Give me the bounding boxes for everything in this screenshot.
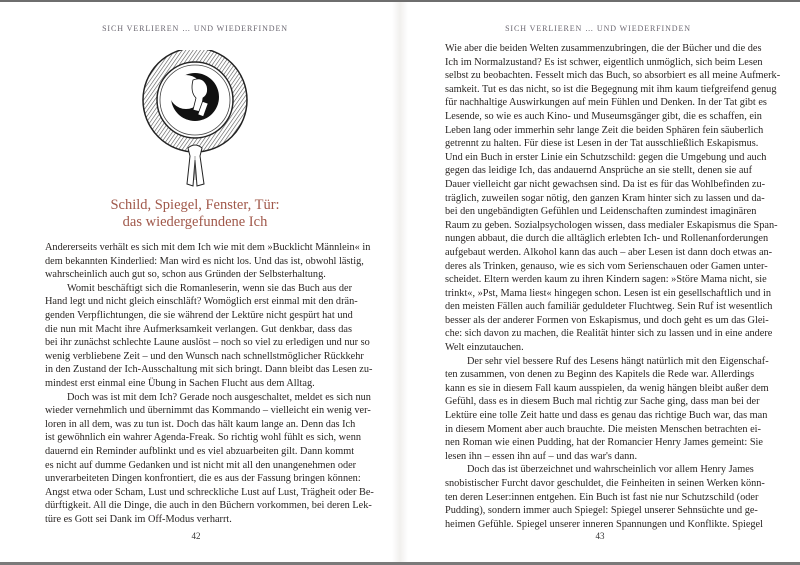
book-gutter xyxy=(392,2,408,562)
right-page-number: 43 xyxy=(595,531,605,541)
left-running-head: SICH VERLIEREN … UND WIEDERFINDEN xyxy=(102,24,288,33)
text-line: bei ihr zunächst schlechte Laune auslöst – noch so viel zu erledigen und nur so xyxy=(45,337,370,349)
text-line: ten zusammen, von denen zu Beginn des Kapitels die Rede war. Allerdings xyxy=(445,369,755,381)
text-line: die nun mit Macht ihre Aufmerksamkeit verlangen. Gut denkbar, dass das xyxy=(45,323,352,335)
text-line: Und ein Buch in erster Linie ein Schutzschild: gegen die Umgebung und auch xyxy=(445,151,767,163)
text-line: es nicht auf dumme Gedanken und ist nicht mit all den unangenehmen oder xyxy=(45,459,357,471)
text-line: Der sehr viel bessere Ruf des Lesens hängt natürlich mit den Eigenschaf- xyxy=(467,355,769,367)
text-line: gegen das leidige Ich, das andauernd Ansprüche an sie stellt, denen sie auf xyxy=(445,165,752,177)
right-running-head: SICH VERLIEREN … UND WIEDERFINDEN xyxy=(505,24,691,33)
text-line: wahrscheinlich auch gut so, schon aus Gründen der Selbsterhaltung. xyxy=(45,269,326,281)
text-line: Leben lang oder immerhin sehr lange Zeit die beiden Sphären fein säuberlich xyxy=(445,124,764,136)
text-line: unverarbeiteten Dingen konfrontiert, die es aus der Fassung bringen können: xyxy=(45,473,361,485)
text-line: che: sich davon zu machen, die Realität hinter sich zu lassen und in eine andere xyxy=(445,328,773,340)
text-line: wenig verbliebene Zeit – und den Wunsch nach schnellstmöglicher Rückkehr xyxy=(45,350,364,362)
paragraph xyxy=(45,391,374,527)
text-line: in den Zustand der Ich-Ausschaltung mit sich bringt. Dann bleibt das Lesen zu- xyxy=(45,364,373,376)
text-line: dürftigkeit. All die Dinge, die auch in den Büchern vorkommen, bei deren Lek- xyxy=(45,500,372,512)
paragraph xyxy=(445,463,765,531)
paragraph xyxy=(45,282,373,391)
text-line: Doch das ist überzeichnet und wahrscheinlich vor allem Henry James xyxy=(467,464,754,476)
text-line: Andererseits verhält es sich mit dem Ich wie mit dem »Bucklicht Männlein« in xyxy=(45,242,371,253)
text-line: getrennt zu halten. Für diese ist Lesen in der Tat ausschließlich Eskapismus. xyxy=(445,138,759,150)
text-line: heimen Gefühle. Spiegel unserer inneren Spannungen und Konflikte. Spiegel xyxy=(445,518,763,530)
text-line: Lesende, so wie es auch Kino- und Museumsgänger gibt, die es schaffen, ein xyxy=(445,110,762,122)
text-line: bei den ungebändigten Gefühlen und Leidenschaften zumindest imaginären xyxy=(445,206,757,218)
wreath-emblem-illustration xyxy=(138,50,253,190)
paragraph xyxy=(45,241,371,282)
text-line: den meisten Fällen auch familiär geduldeter Fluchtweg. Sein Ruf ist wesentlich xyxy=(445,301,773,313)
text-line: deres als Trinken, genauso, wie es sich vom Serienschauen oder Gamen unter- xyxy=(445,260,768,272)
chapter-title-line-1: Schild, Spiegel, Fenster, Tür: xyxy=(110,197,280,213)
text-line: trinkt«, »Pst, Mama liest« hingegen schon. Lesen ist ein gesellschaftlich und in xyxy=(445,287,772,299)
text-line: Hand legt und nicht gleich einschläft? Womöglich erst einmal mit den drän- xyxy=(45,296,358,308)
text-line: dauernd ein Reminder aufblinkt und es viel abzuarbeiten gilt. Dann kommt xyxy=(45,445,355,457)
right-page-body-text xyxy=(445,42,781,531)
chapter-title xyxy=(95,197,295,231)
text-line: besser als der anderer Formen von Eskapismus, und doch geht es um das Glei- xyxy=(445,314,769,326)
text-line: Dauer vielleicht gar nicht gewachsen sind. Da ist es für das Wohlbefinden zu- xyxy=(445,178,766,190)
paragraph xyxy=(445,355,769,464)
text-line: scheidet. Eltern werden kaum zu ihren Kindern sagen: »Störe Mama nicht, sie xyxy=(445,274,767,286)
text-line: ist gewöhnlich ein wahrer Agenda-Freak. So richtig wohl fühlt es sich, wenn xyxy=(45,432,361,444)
left-page-body-text xyxy=(45,241,374,526)
text-line: Lektüre eine tolle Zeit hatte und dass es genau das richtige Buch war, das man xyxy=(445,410,768,422)
text-line: loren in all dem, was zu tun ist. Doch das hält kaum lange an. Denn das Ich xyxy=(45,418,356,430)
text-line: Pudding), sondern immer auch Spiegel: Spiegel unserer Sehnsüchte und ge- xyxy=(445,505,758,517)
text-line: wieder vernehmlich und übernimmt das Kommando – vielleicht ein wenig ver- xyxy=(45,405,371,417)
text-line: lesen ihn – essen ihn auf – und das war's dann. xyxy=(445,450,638,462)
text-line: snobistischer Furcht davor geschuldet, die Feinheiten in seinen Werken könn- xyxy=(445,478,765,489)
left-page-number: 42 xyxy=(191,531,201,541)
text-line: dem bekannten Kinderlied: Man wird es nicht los. Und das ist, obwohl lästig, xyxy=(45,255,364,267)
text-line: selbst zu beobachten. Fesselt mich das Buch, so absorbiert es all meine Aufmerk- xyxy=(445,70,781,82)
paragraph xyxy=(445,42,781,355)
text-line: Angst etwa oder Scham, Lust und schreckliche Lust auf Lust, Trägheit oder Be- xyxy=(45,486,374,498)
text-line: genden Verpflichtungen, die sie während der Lektüre nicht gespürt hat und xyxy=(45,309,353,321)
text-line: Womit beschäftigt sich die Romanleserin, wenn sie das Buch aus der xyxy=(67,282,352,294)
text-line: Ich im Normalzustand? Es ist schwer, eigentlich unmöglich, sich beim Lesen xyxy=(445,56,763,68)
text-line: Gefühl, dass es in diesem Buch mal richtig zur Sache ging, dass man bei der xyxy=(445,396,760,408)
text-line: türe es Gott sei Dank im Off-Modus verharrt. xyxy=(45,513,232,525)
text-line: samkeit. Tut es das nicht, so ist die Begegnung mit ihm kaum tiefgreifend genug xyxy=(445,83,777,95)
text-line: Wie aber die beiden Welten zusammenzubringen, die der Bücher und die des xyxy=(445,43,762,54)
text-line: für nachhaltige Auswirkungen auf mein Fühlen und Denken. In der Tat gibt es xyxy=(445,97,767,109)
text-line: träglich, zuweilen sogar nötig, den ganzen Kram hinter sich zu lassen und da- xyxy=(445,192,765,204)
text-line: in diesem Moment aber auch brauchte. Die meisten Menschen betrachten ei- xyxy=(445,423,761,435)
text-line: mindest erst einmal eine Übung in Sachen Flucht aus dem Alltag. xyxy=(45,377,315,389)
text-line: Doch was ist mit dem Ich? Gerade noch ausgeschaltet, meldet es sich nun xyxy=(67,391,371,403)
text-line: aufgebaut werden. Alkohol kann das auch – aber Lesen ist dann doch etwas an- xyxy=(445,246,773,258)
text-line: Welt einzutauchen. xyxy=(445,342,524,354)
chapter-title-line-2: das wiedergefundene Ich xyxy=(122,214,268,230)
text-line: kann es sie in diesem Fall kaum ausspielen, da wenig hängen bleibt außer dem xyxy=(445,382,769,394)
text-line: Raum zu geben. Sozialpsychologen wissen, dass medialer Eskapismus die Span- xyxy=(445,219,778,231)
text-line: nungen abbaut, die durch die alltäglich erlebten Ich- und Rollenanforderungen xyxy=(445,233,769,245)
text-line: nen Roman wie einen Pudding, hat der Romancier Henry James gemeint: Sie xyxy=(445,437,763,449)
text-line: ten deren Leser:innen entgehen. Ein Buch ist fast nie nur Schutzschild (oder xyxy=(445,491,759,503)
